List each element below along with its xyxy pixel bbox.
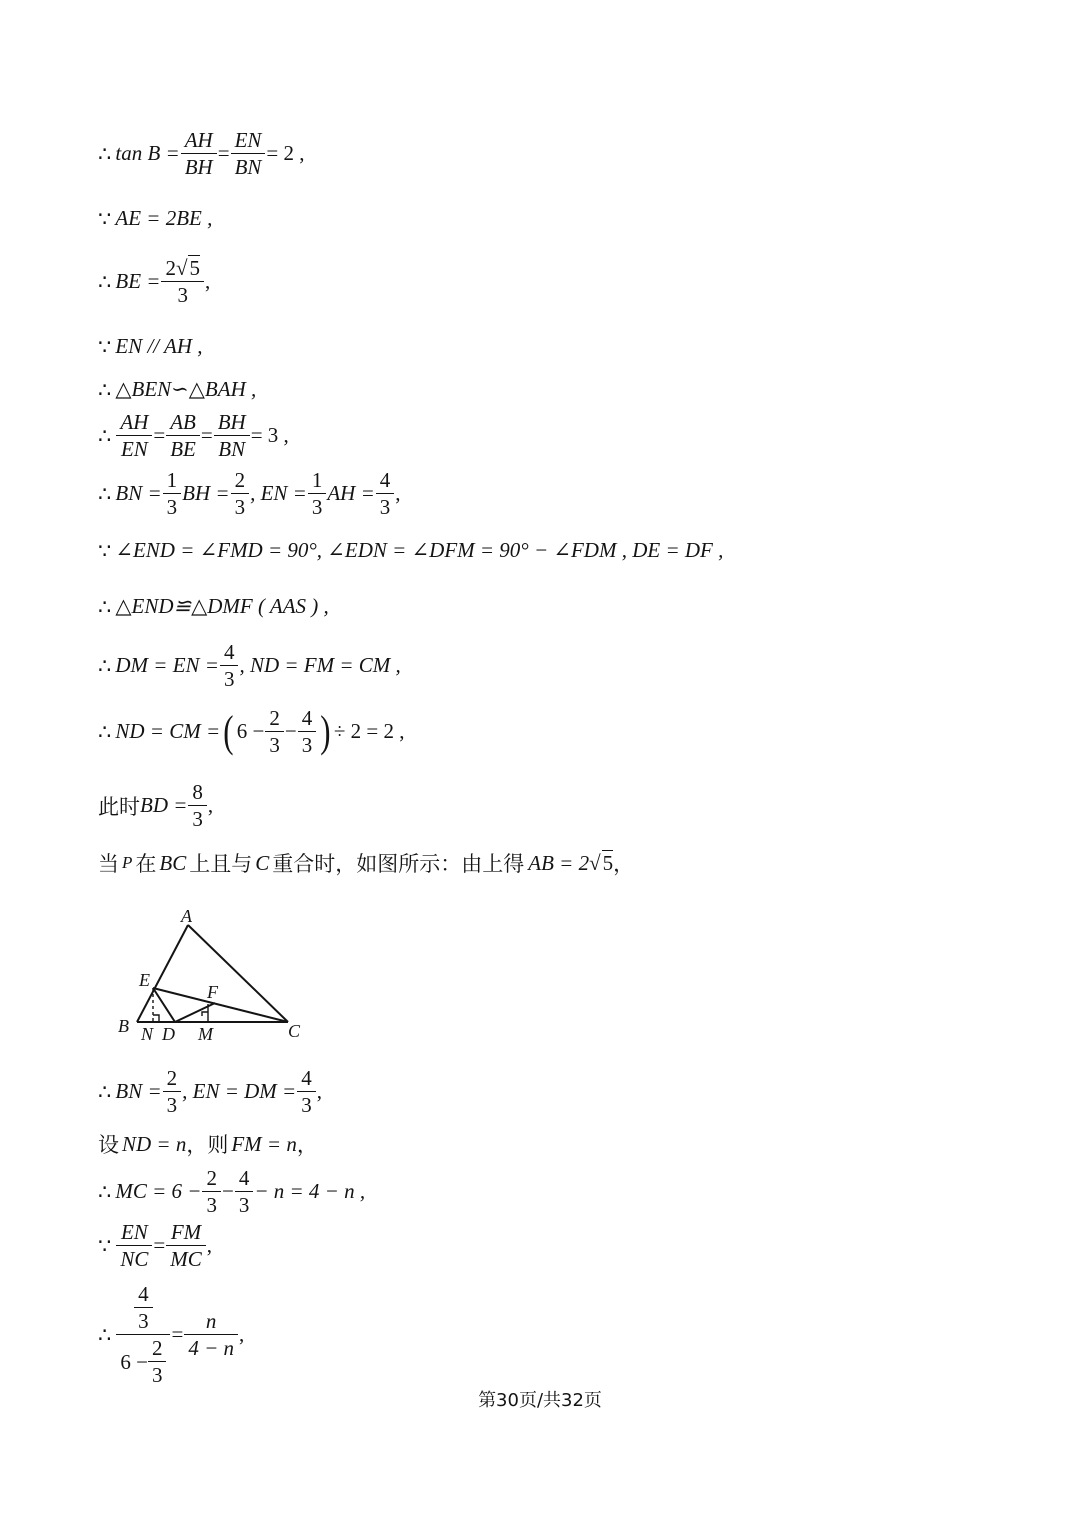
page-number-footer: 第30页/共32页 [478, 1390, 602, 1411]
label-D: D [162, 1024, 175, 1044]
compound-fraction: $\frac{4}{3}$ 6 − $\frac{2}{3}$ [118, 1282, 168, 1388]
fraction: $\frac{FM}{MC}$ [168, 1220, 204, 1271]
fraction: $\frac{4}{3}$ [299, 1066, 314, 1117]
fraction: $\frac{2}{3}$ [233, 468, 248, 519]
fraction: $\frac{4}{3}$ [378, 468, 393, 519]
fraction: $\frac{n}{4 - n}$ [186, 1309, 236, 1360]
line-angles: ∵ ∠END = ∠FMD = 90°, ∠EDN = ∠DFM = 90° − ∠FDM , DE = DF , [98, 538, 724, 563]
line-EN-parallel-AH: ∵ EN // AH , [98, 334, 203, 359]
segment-DF [175, 1003, 215, 1022]
triangle-figure [110, 900, 340, 1050]
line-tanB: ∴ tan B = $\frac{AH}{BH}$ = $\frac{EN}{BN}$ = 2 , [98, 128, 305, 180]
fraction: $\frac{1}{3}$ [165, 468, 180, 519]
label-A: A [181, 906, 192, 926]
fraction: $\frac{8}{3}$ [190, 780, 205, 831]
fraction: $\frac{AH}{BH}$ [183, 128, 215, 179]
fraction: $\frac{4}{3}$ [237, 1166, 252, 1217]
line-BD: 此时 BD = $\frac{8}{3}$ , [98, 780, 214, 832]
fraction: $\frac{2}{3}$ [267, 706, 282, 757]
line-BN-EN: ∴ BN = $\frac{1}{3}$ BH = $\frac{2}{3}$ , EN = $\frac{1}{3}$ AH = $\frac{4}{3}$ , [98, 468, 401, 520]
fraction: $\frac{AH}{EN}$ [118, 410, 150, 461]
fraction: $\frac{4}{3}$ [136, 1282, 151, 1333]
right-angle-N [153, 1015, 159, 1022]
label-C: C [288, 1021, 301, 1041]
label-F: F [207, 982, 218, 1002]
tanB-lhs: tan B = [115, 141, 180, 166]
fraction: $\frac{2√5}{3}$ [163, 256, 202, 307]
fraction: $\frac{4}{3}$ [222, 640, 237, 691]
line-ratios: ∴ $\frac{AH}{EN}$ = $\frac{AB}{BE}$ = $\frac{BH}{BN}$ = 3 , [98, 410, 289, 462]
fraction: $\frac{EN}{BN}$ [233, 128, 264, 179]
fraction: $\frac{EN}{NC}$ [118, 1220, 150, 1271]
line-EN-NC-ratio: ∵ $\frac{EN}{NC}$ = $\frac{FM}{MC}$ , [98, 1220, 212, 1272]
line-AE-2BE: ∵ AE = 2BE , [98, 206, 213, 231]
fraction: $\frac{2}{3}$ [204, 1166, 219, 1217]
segment-AC [188, 925, 288, 1022]
fraction: $\frac{4}{3}$ [300, 706, 315, 757]
fraction: $\frac{2}{3}$ [165, 1066, 180, 1117]
line-congruent: ∴ △END≌△DMF ( AAS ) , [98, 594, 329, 619]
line-similar-triangles: ∴ △BEN∽△BAH , [98, 377, 257, 402]
fraction: $\frac{2}{3}$ [150, 1336, 165, 1387]
line-BE-value: ∴ BE = $\frac{2√5}{3}$ , [98, 256, 211, 308]
fraction: $\frac{BH}{BN}$ [216, 410, 248, 461]
label-M: M [198, 1024, 213, 1044]
label-N: N [141, 1024, 154, 1044]
fraction: $\frac{1}{3}$ [310, 468, 325, 519]
line-MC: ∴ MC = 6 − $\frac{2}{3}$ − $\frac{4}{3}$ − n = 4 − n , [98, 1166, 366, 1218]
line-let-ND-n: 设 ND = n ，则 FM = n ， [98, 1131, 318, 1157]
segment-EC [153, 988, 288, 1022]
line-compound-equation: ∴ $\frac{4}{3}$ 6 − $\frac{2}{3}$ = $\frac{n}{4 - n}$ , [98, 1282, 245, 1388]
label-E: E [139, 970, 150, 990]
line-DM-EN: ∴ DM = EN = $\frac{4}{3}$ , ND = FM = CM , [98, 640, 401, 692]
line-ND-CM: ∴ ND = CM = ( 6 − $\frac{2}{3}$ − $\frac{4}{3}$ ) ÷ 2 = 2 , [98, 706, 405, 758]
line-case-P-at-C: 当 P 在 BC 上且与 C 重合时，如图所示：由上得 AB = 2 √ 5 ， [98, 850, 635, 876]
label-B: B [118, 1016, 129, 1036]
right-angle-M [202, 1012, 208, 1016]
fraction: $\frac{AB}{BE}$ [168, 410, 198, 461]
line-BN-EN-DM: ∴ BN = $\frac{2}{3}$ , EN = DM = $\frac{4}{3}$ , [98, 1066, 322, 1118]
